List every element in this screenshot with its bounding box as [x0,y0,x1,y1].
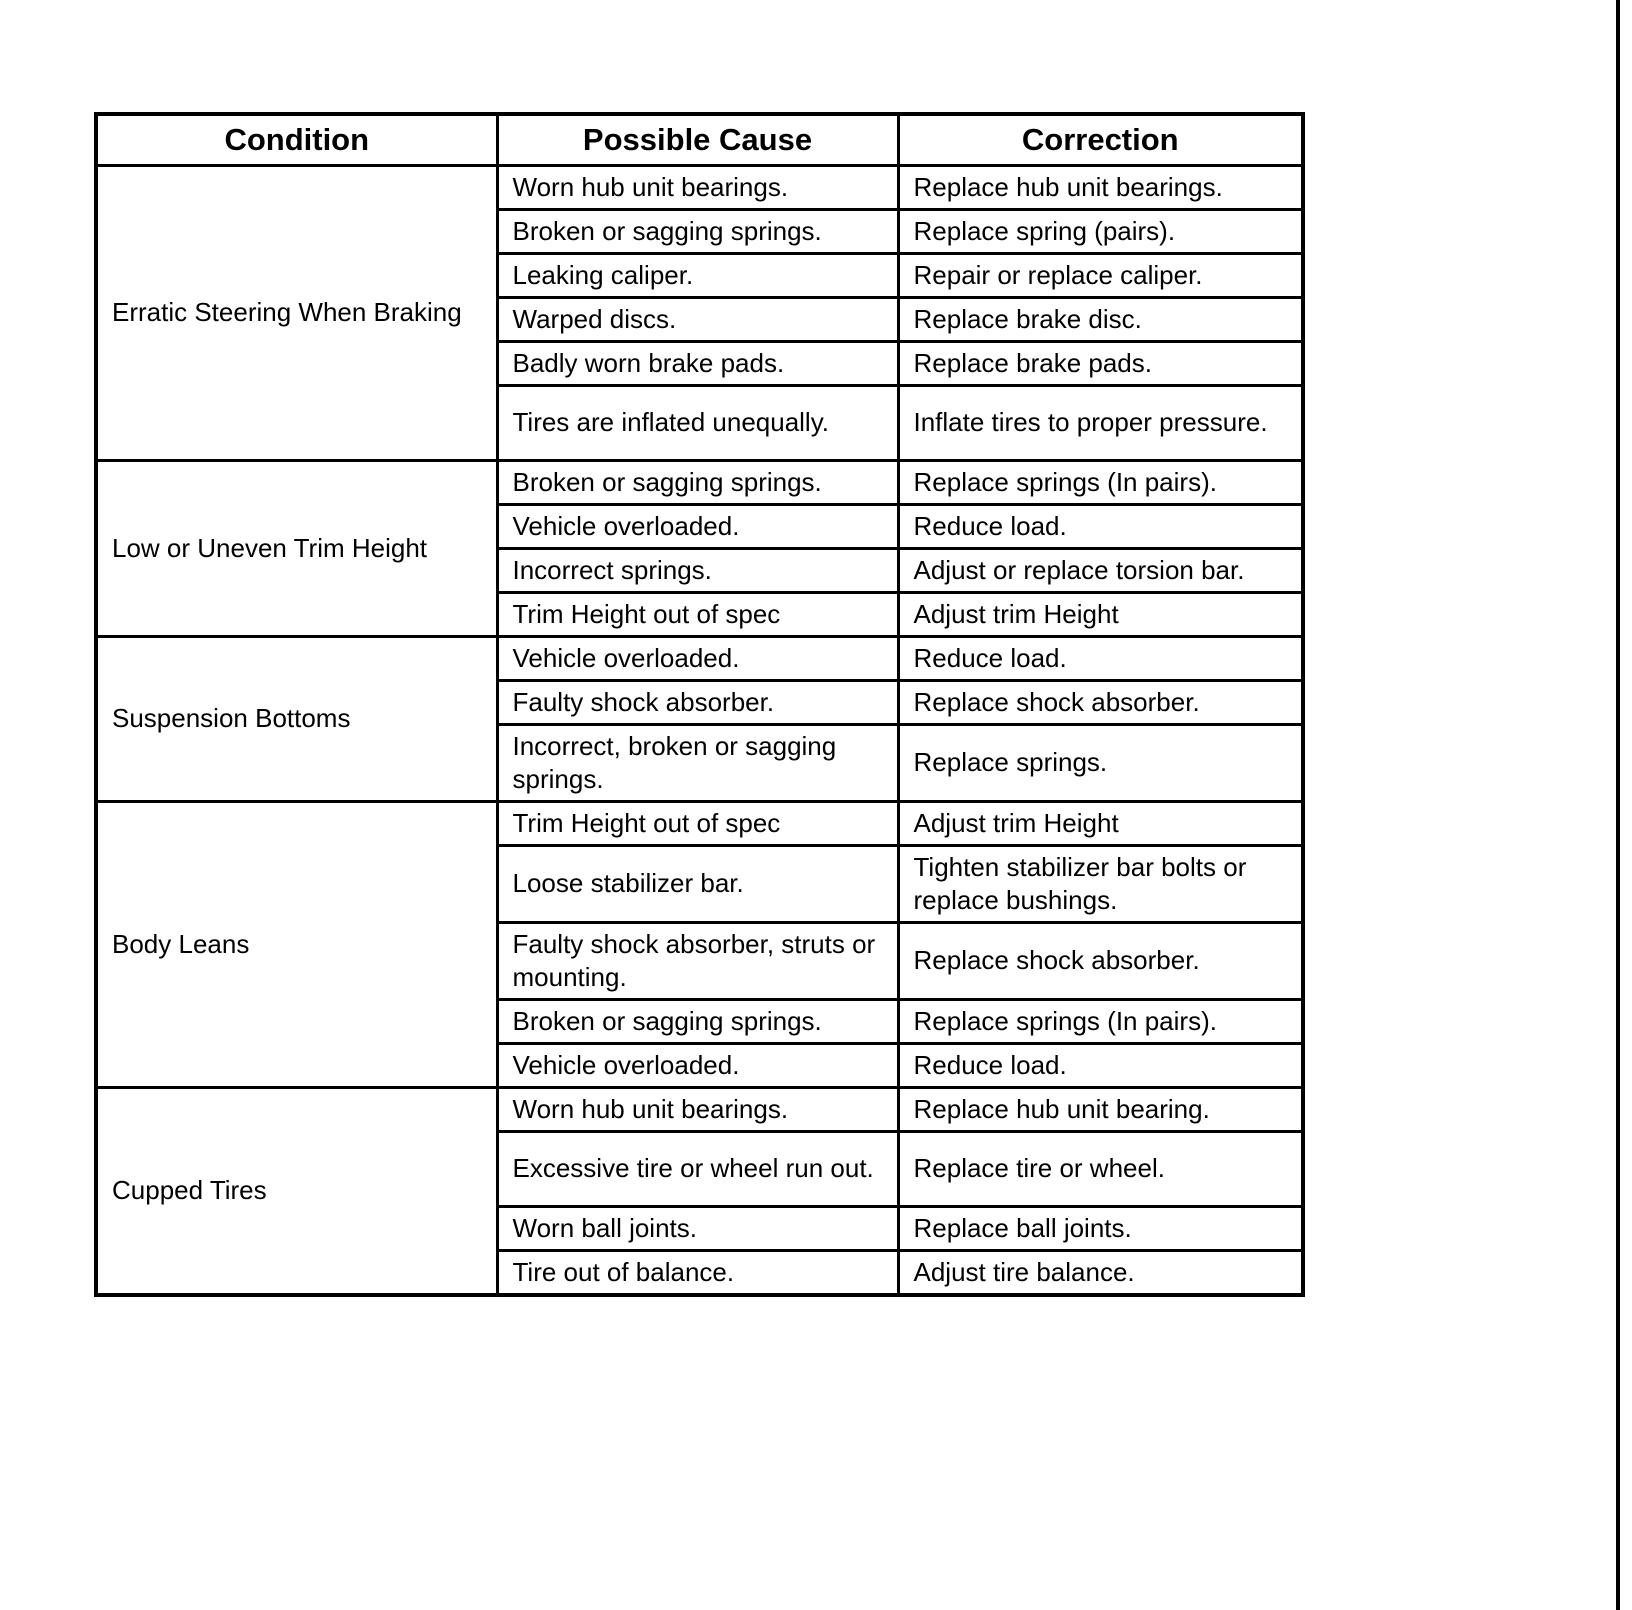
correction-cell: Replace brake disc. [898,297,1303,341]
correction-cell: Replace springs. [898,724,1303,801]
correction-cell: Replace tire or wheel. [898,1131,1303,1206]
correction-cell: Adjust trim Height [898,592,1303,636]
correction-cell: Replace hub unit bearing. [898,1087,1303,1131]
correction-cell: Tighten stabilizer bar bolts or replace bushings. [898,845,1303,922]
cause-cell: Incorrect, broken or sagging springs. [497,724,898,801]
cause-cell: Trim Height out of spec [497,801,898,845]
cause-cell: Warped discs. [497,297,898,341]
correction-cell: Reduce load. [898,636,1303,680]
cause-cell: Vehicle overloaded. [497,1043,898,1087]
cause-cell: Broken or sagging springs. [497,999,898,1043]
table-row [96,801,1303,845]
page-edge-line [1616,0,1620,1610]
correction-cell: Inflate tires to proper pressure. [898,385,1303,460]
cause-cell: Worn hub unit bearings. [497,1087,898,1131]
cause-cell: Broken or sagging springs. [497,460,898,504]
header-condition: Condition [96,114,497,165]
correction-cell: Replace springs (In pairs). [898,460,1303,504]
condition-cell: Low or Uneven Trim Height [96,460,497,636]
correction-cell: Reduce load. [898,1043,1303,1087]
cause-cell: Faulty shock absorber, struts or mounting. [497,922,898,999]
cause-cell: Worn hub unit bearings. [497,165,898,209]
cause-cell: Faulty shock absorber. [497,680,898,724]
correction-cell: Replace shock absorber. [898,922,1303,999]
correction-cell: Replace spring (pairs). [898,209,1303,253]
cause-cell: Vehicle overloaded. [497,504,898,548]
cause-cell: Badly worn brake pads. [497,341,898,385]
correction-cell: Adjust tire balance. [898,1250,1303,1295]
condition-cell: Body Leans [96,801,497,1087]
table-row [96,636,1303,680]
condition-cell: Suspension Bottoms [96,636,497,801]
cause-cell: Trim Height out of spec [497,592,898,636]
cause-cell: Tires are inflated unequally. [497,385,898,460]
cause-cell: Loose stabilizer bar. [497,845,898,922]
cause-cell: Vehicle overloaded. [497,636,898,680]
correction-cell: Replace springs (In pairs). [898,999,1303,1043]
correction-cell: Adjust or replace torsion bar. [898,548,1303,592]
cause-cell: Excessive tire or wheel run out. [497,1131,898,1206]
correction-cell: Replace shock absorber. [898,680,1303,724]
cause-cell: Incorrect springs. [497,548,898,592]
correction-cell: Reduce load. [898,504,1303,548]
header-possible-cause: Possible Cause [497,114,898,165]
header-row [96,114,1303,165]
table-row [96,165,1303,209]
correction-cell: Repair or replace caliper. [898,253,1303,297]
correction-cell: Replace brake pads. [898,341,1303,385]
condition-cell: Cupped Tires [96,1087,497,1295]
diagnosis-table [94,112,1305,1297]
correction-cell: Replace hub unit bearings. [898,165,1303,209]
correction-cell: Replace ball joints. [898,1206,1303,1250]
cause-cell: Worn ball joints. [497,1206,898,1250]
cause-cell: Broken or sagging springs. [497,209,898,253]
header-correction: Correction [898,114,1303,165]
correction-cell: Adjust trim Height [898,801,1303,845]
table-row [96,1087,1303,1131]
condition-cell: Erratic Steering When Braking [96,165,497,460]
table-row [96,460,1303,504]
cause-cell: Leaking caliper. [497,253,898,297]
cause-cell: Tire out of balance. [497,1250,898,1295]
